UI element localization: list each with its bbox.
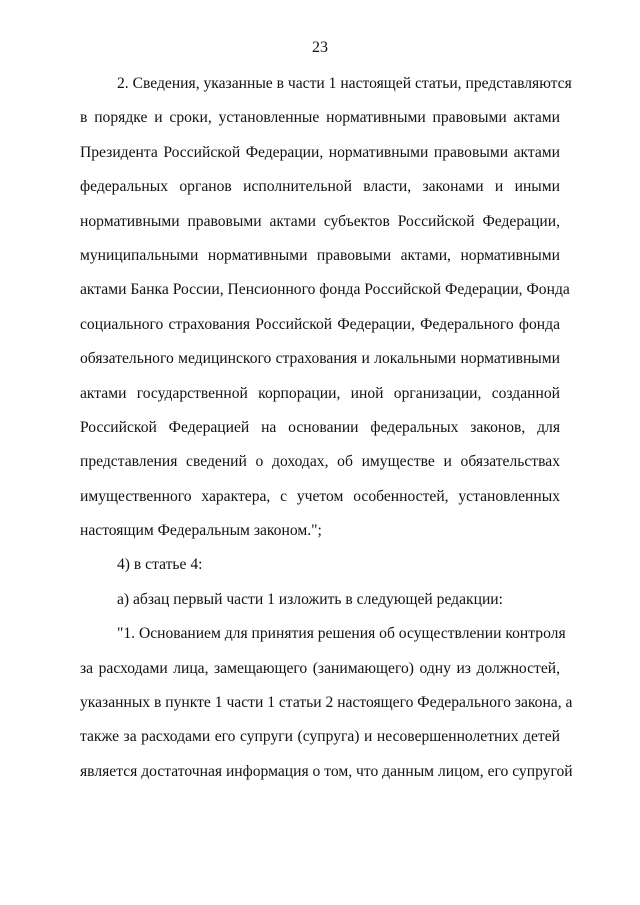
text-line: социального страхования Российской Федерации, Федерального фонда: [80, 315, 560, 333]
text-line: муниципальными нормативными правовыми актами, нормативными: [80, 246, 560, 264]
page-number: 23: [312, 39, 328, 56]
text-line: Президента Российской Федерации, нормативными правовыми актами: [80, 143, 560, 161]
text-line: также за расходами его супруги (супруга) и несовершеннолетних детей: [80, 728, 560, 746]
text-line: указанных в пункте 1 части 1 статьи 2 настоящего Федерального закона, а: [80, 694, 573, 712]
text-line: нормативными правовыми актами субъектов Российской Федерации,: [80, 212, 560, 230]
text-line: в порядке и сроки, установленные нормативными правовыми актами: [80, 109, 560, 127]
text-line: обязательного медицинского страхования и локальными нормативными: [80, 350, 560, 368]
text-line: "1. Основанием для принятия решения об осуществлении контроля: [117, 625, 566, 643]
document-body: [80, 67, 573, 789]
text-line: за расходами лица, замещающего (занимающего) одну из должностей,: [80, 659, 560, 677]
text-line: актами государственной корпорации, иной организации, созданной: [80, 384, 560, 402]
text-line: Российской Федерацией на основании федеральных законов, для: [80, 418, 560, 436]
text-line: 4) в статье 4:: [117, 556, 203, 574]
text-line: 2. Сведения, указанные в части 1 настоящей статьи, представляются: [117, 75, 572, 92]
text-line: актами Банка России, Пенсионного фонда Российской Федерации, Фонда: [80, 281, 570, 299]
text-line: федеральных органов исполнительной власти, законами и иными: [80, 178, 560, 196]
text-line: имущественного характера, с учетом особенностей, установленных: [80, 487, 560, 505]
text-line: представления сведений о доходах, об имуществе и обязательствах: [80, 453, 560, 471]
text-line: настоящим Федеральным законом.";: [80, 522, 322, 540]
text-line: а) абзац первый части 1 изложить в следующей редакции:: [117, 590, 503, 608]
text-line: является достаточная информация о том, что данным лицом, его супругой: [80, 762, 573, 780]
